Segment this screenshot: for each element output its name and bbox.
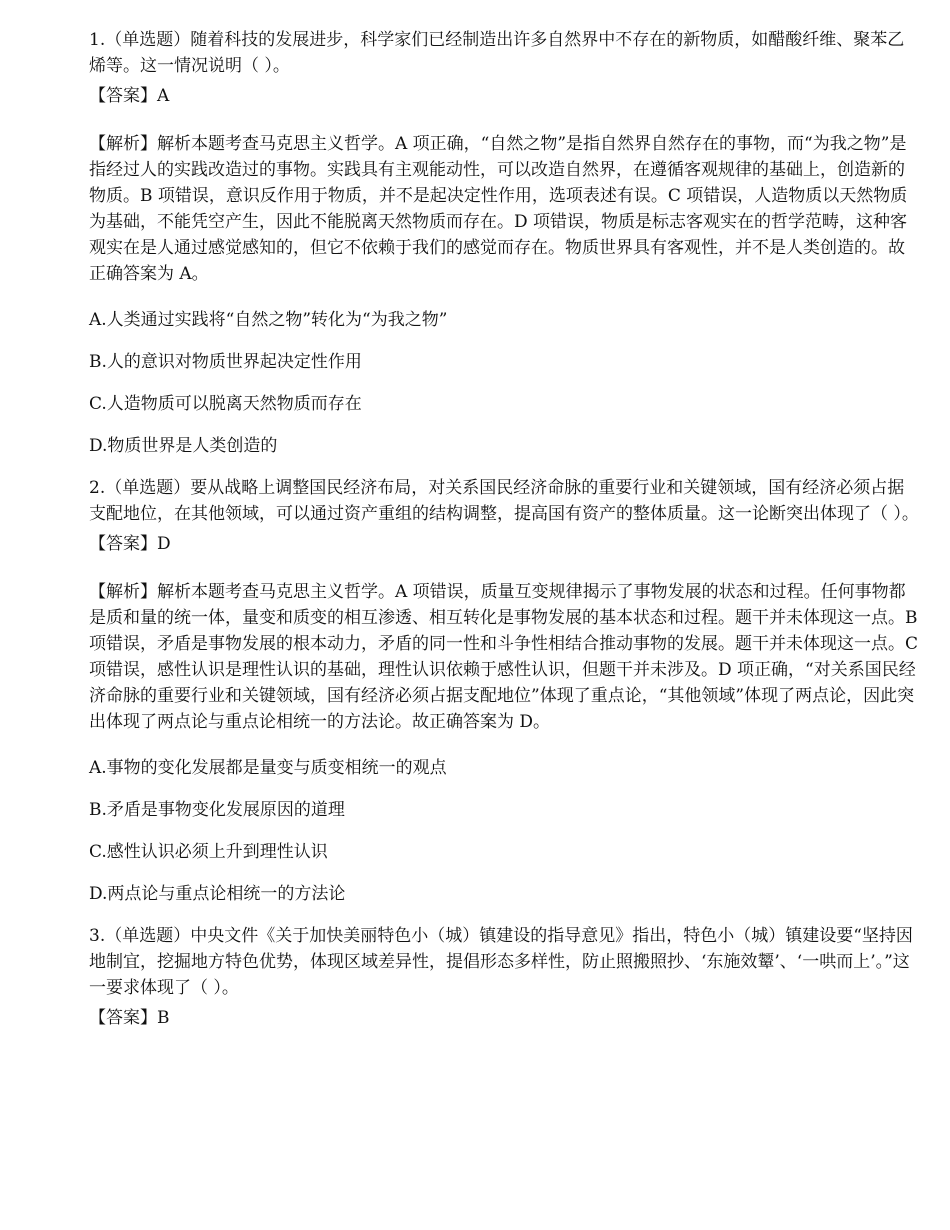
question-1	[89, 27, 920, 459]
answer-label: 【答案】B	[89, 1008, 170, 1028]
answer-label: 【答案】A	[89, 86, 170, 106]
options-list	[89, 307, 920, 459]
option-d: D.物质世界是人类创造的	[89, 436, 278, 456]
option-a: A.人类通过实践将“自然之物”转化为“为我之物”	[89, 310, 448, 330]
option-b: B.矛盾是事物变化发展原因的道理	[89, 800, 345, 820]
option-c: C.人造物质可以脱离天然物质而存在	[89, 394, 362, 414]
option-b: B.人的意识对物质世界起决定性作用	[89, 352, 362, 372]
answer-label: 【答案】D	[89, 534, 171, 554]
option-d: D.两点论与重点论相统一的方法论	[89, 884, 346, 904]
option-c: C.感性认识必须上升到理性认识	[89, 842, 328, 862]
option-a: A.事物的变化发展都是量变与质变相统一的观点	[89, 758, 447, 778]
options-list	[89, 755, 920, 907]
question-2	[89, 475, 920, 907]
question-stem: 3.（单选题）中央文件《关于加快美丽特色小（城）镇建设的指导意见》指出，特色小（城）镇建设要“坚持因地制宜，挖掘地方特色优势，体现区域差异性，提倡形态多样性，防止照搬照抄、‘东施效颦’、‘一哄而上’。”这一要求体现了（ ）。	[89, 926, 913, 998]
analysis-text: 【解析】解析本题考查马克思主义哲学。A 项错误，质量互变规律揭示了事物发展的状态和过程。任何事物都是质和量的统一体，量变和质变的相互渗透、相互转化是事物发展的基本状态和过程。题干并未体现这一点。B 项错误，矛盾是事物发展的根本动力，矛盾的同一性和斗争性相结合推动事物的发展。题干并未体现这一点。C 项错误，感性认识是理性认识的基础，理性认识依赖于感性认识，但题干并未涉及。D 项正确，“对关系国民经济命脉的重要行业和关键领域，国有经济必须占据支配地位”体现了重点论，“其他领域”体现了两点论，因此突出体现了两点论与重点论相统一的方法论。故正确答案为 D。	[89, 582, 919, 732]
question-stem: 2.（单选题）要从战略上调整国民经济布局，对关系国民经济命脉的重要行业和关键领域，国有经济必须占据支配地位，在其他领域，可以通过资产重组的结构调整，提高国有资产的整体质量。这一论断突出体现了（ ）。	[89, 478, 919, 524]
analysis-text: 【解析】解析本题考查马克思主义哲学。A 项正确，“自然之物”是指自然界自然存在的事物，而“为我之物”是指经过人的实践改造过的事物。实践具有主观能动性，可以改造自然界，在遵循客观规律的基础上，创造新的物质。B 项错误，意识反作用于物质，并不是起决定性作用，选项表述有误。C 项错误，人造物质以天然物质为基础，不能凭空产生，因此不能脱离天然物质而存在。D 项错误，物质是标志客观实在的哲学范畴，这种客观实在是人通过感觉感知的，但它不依赖于我们的感觉而存在。物质世界具有客观性，并不是人类创造的。故正确答案为 A。	[89, 134, 908, 284]
question-3	[89, 923, 920, 1031]
question-stem: 1.（单选题）随着科技的发展进步，科学家们已经制造出许多自然界中不存在的新物质，如醋酸纤维、聚苯乙烯等。这一情况说明（ ）。	[89, 30, 905, 76]
